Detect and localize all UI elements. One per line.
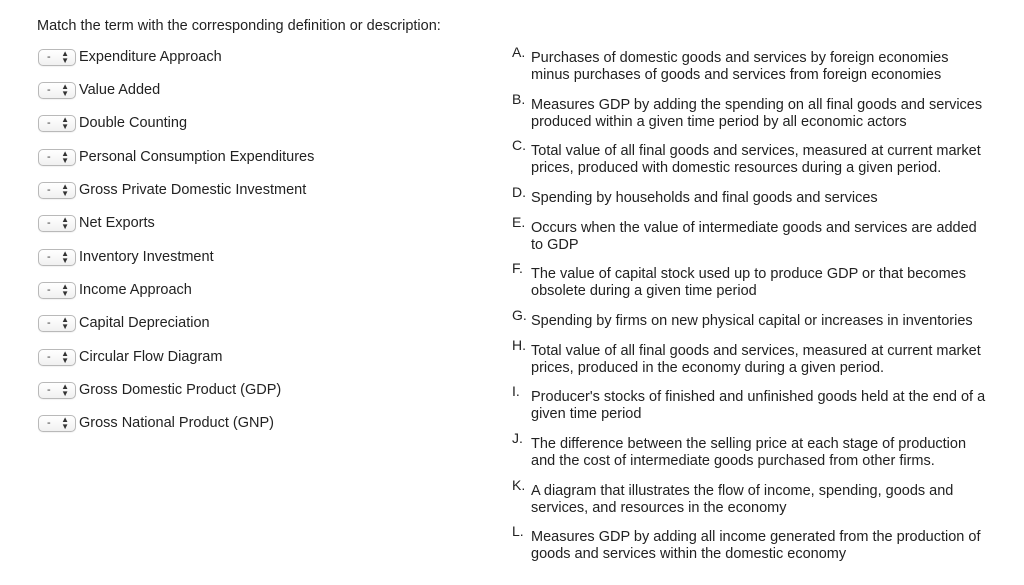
- definition-letter: J.: [512, 430, 523, 446]
- term-label: Gross Domestic Product (GDP): [79, 382, 282, 398]
- term-label: Expenditure Approach: [79, 49, 222, 65]
- term-row: [38, 46, 222, 68]
- match-select[interactable]: [38, 249, 76, 266]
- definition-text: Measures GDP by adding the spending on all final goods and services produced within a given time period by all economic actors: [531, 97, 983, 130]
- definition-letter: I.: [512, 383, 520, 399]
- definition-text: A diagram that illustrates the flow of income, spending, goods and services, and resources in the economy: [531, 483, 954, 516]
- term-label: Gross Private Domestic Investment: [79, 182, 307, 198]
- term-label: Value Added: [79, 82, 161, 98]
- term-row: [38, 112, 187, 134]
- stepper-arrows-icon: ▲ ▼: [61, 115, 69, 131]
- term-row: [38, 279, 192, 301]
- select-value: -: [47, 117, 51, 129]
- match-select[interactable]: [38, 382, 76, 399]
- term-row: [38, 379, 281, 401]
- stepper-arrows-icon: ▲ ▼: [61, 82, 69, 98]
- definition-text: Measures GDP by adding all income generated from the production of goods and services within the domestic economy: [531, 529, 981, 562]
- definition-letter: K.: [512, 477, 526, 493]
- stepper-arrows-icon: ▲ ▼: [61, 282, 69, 298]
- select-value: -: [47, 284, 51, 296]
- term-label: Double Counting: [79, 115, 188, 131]
- stepper-arrows-icon: ▲ ▼: [61, 215, 69, 231]
- match-select[interactable]: [38, 115, 76, 132]
- select-value: -: [47, 251, 51, 263]
- definition-text: The difference between the selling price at each stage of production and the cost of intermediate goods purchased from other firms.: [531, 436, 967, 469]
- select-value: -: [47, 417, 51, 429]
- select-value: -: [47, 217, 51, 229]
- definition-letter: E.: [512, 214, 526, 230]
- definition-text: Spending by firms on new physical capital or increases in inventories: [531, 313, 973, 329]
- definition-text: Spending by households and final goods and services: [531, 190, 878, 206]
- instructions-text: Match the term with the corresponding definition or description:: [37, 18, 441, 34]
- definition-text: Total value of all final goods and services, measured at current market prices, produced in the economy during a given period.: [531, 343, 981, 376]
- term-label: Circular Flow Diagram: [79, 349, 223, 365]
- select-value: -: [47, 351, 51, 363]
- stepper-arrows-icon: ▲ ▼: [61, 149, 69, 165]
- stepper-arrows-icon: ▲ ▼: [61, 315, 69, 331]
- term-row: [38, 346, 222, 368]
- select-value: -: [47, 84, 51, 96]
- term-row: [38, 79, 160, 101]
- definition-letter: C.: [512, 137, 526, 153]
- term-row: [38, 246, 214, 268]
- match-select[interactable]: [38, 82, 76, 99]
- select-value: -: [47, 184, 51, 196]
- definition-text: Occurs when the value of intermediate goods and services are added to GDP: [531, 220, 977, 253]
- match-select[interactable]: [38, 49, 76, 66]
- term-label: Net Exports: [79, 215, 155, 231]
- definition-letter: G.: [512, 307, 527, 323]
- stepper-arrows-icon: ▲ ▼: [61, 349, 69, 365]
- match-select[interactable]: [38, 282, 76, 299]
- match-select[interactable]: [38, 149, 76, 166]
- term-row: [38, 312, 210, 334]
- definition-letter: H.: [512, 337, 526, 353]
- stepper-arrows-icon: ▲ ▼: [61, 415, 69, 431]
- select-value: -: [47, 317, 51, 329]
- select-value: -: [47, 51, 51, 63]
- term-label: Inventory Investment: [79, 249, 214, 265]
- stepper-arrows-icon: ▲ ▼: [61, 49, 69, 65]
- term-row: [38, 412, 274, 434]
- definition-letter: L.: [512, 523, 524, 539]
- term-row: [38, 179, 306, 201]
- term-row: [38, 212, 155, 234]
- term-label: Capital Depreciation: [79, 315, 210, 331]
- stepper-arrows-icon: ▲ ▼: [61, 182, 69, 198]
- definition-letter: F.: [512, 260, 523, 276]
- match-select[interactable]: [38, 415, 76, 432]
- term-label: Personal Consumption Expenditures: [79, 149, 315, 165]
- match-select[interactable]: [38, 182, 76, 199]
- stepper-arrows-icon: ▲ ▼: [61, 249, 69, 265]
- stepper-arrows-icon: ▲ ▼: [61, 382, 69, 398]
- select-value: -: [47, 151, 51, 163]
- definition-text: Purchases of domestic goods and services by foreign economies minus purchases of goods and services from foreign economies: [531, 50, 949, 83]
- term-label: Income Approach: [79, 282, 192, 298]
- match-select[interactable]: [38, 215, 76, 232]
- term-label: Gross National Product (GNP): [79, 415, 275, 431]
- definition-letter: A.: [512, 44, 526, 60]
- definition-text: Total value of all final goods and services, measured at current market prices, produced with domestic resources during a given period.: [531, 143, 981, 176]
- definition-text: Producer's stocks of finished and unfinished goods held at the end of a given time period: [531, 389, 986, 422]
- definition-letter: B.: [512, 91, 526, 107]
- term-row: [38, 146, 314, 168]
- definition-text: The value of capital stock used up to produce GDP or that becomes obsolete during a given time period: [531, 266, 966, 299]
- match-select[interactable]: [38, 315, 76, 332]
- select-value: -: [47, 384, 51, 396]
- definition-letter: D.: [512, 184, 526, 200]
- match-select[interactable]: [38, 349, 76, 366]
